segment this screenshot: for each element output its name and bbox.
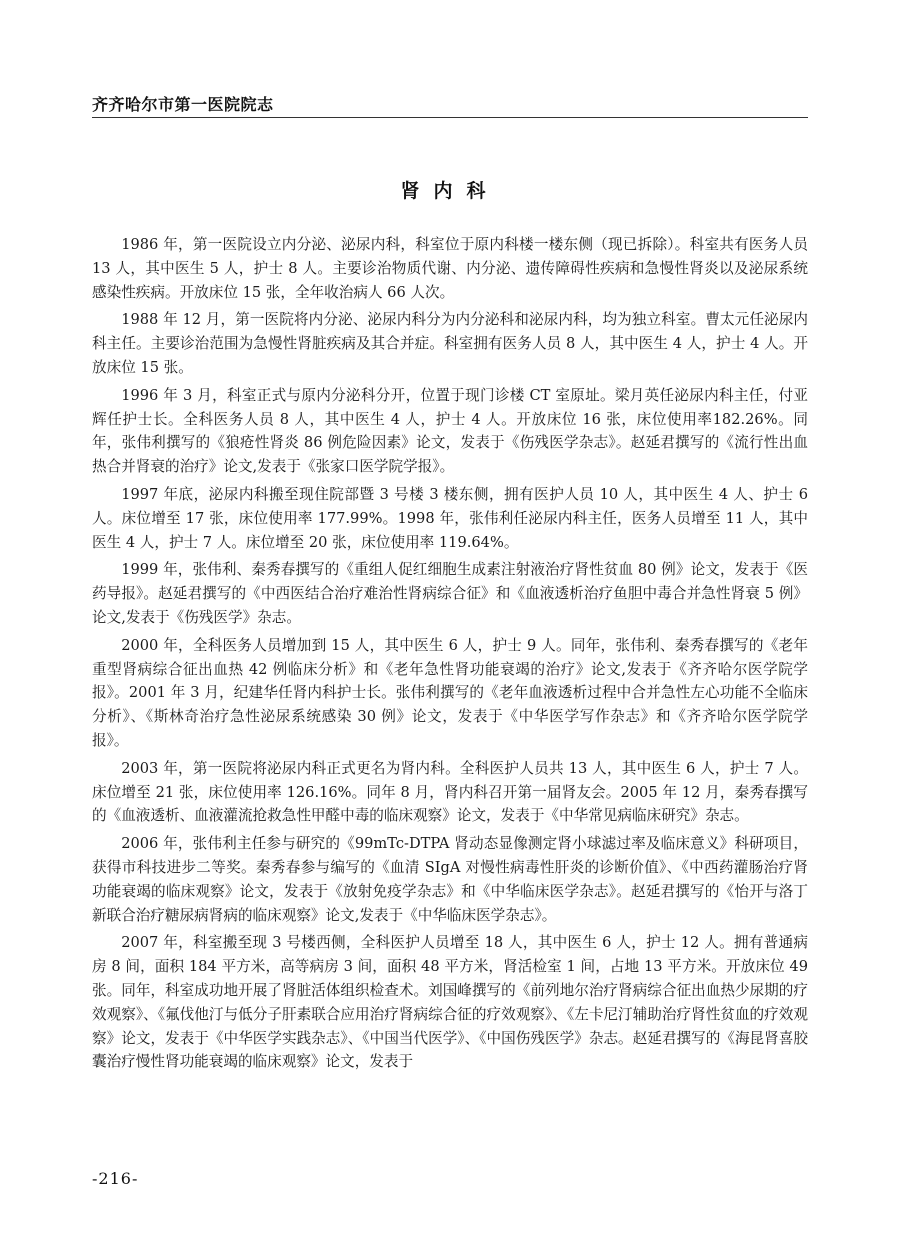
body-text (92, 233, 808, 1078)
paragraph: 2007 年，科室搬至现 3 号楼西侧，全科医护人员增至 18 人，其中医生 6 人，护士 12 人。拥有普通病房 8 间，面积 184 平方米，高等病房 3 间，面积 48 平方米，肾活检室 1 间，占地 13 平方米。开放床位 49 张。同年，科室成功地开展了肾脏活体组织检查术。刘国峰撰写的《前列地尔治疗肾病综合征出血热少尿期的疗效观察》、《氟伐他汀与低分子肝素联合应用治疗肾病综合征的疗效观察》、《左卡尼汀辅助治疗肾性贫血的疗效观察》论文，发表于《中华医学实践杂志》、《中国当代医学》、《中国伤残医学》杂志。赵延君撰写的《海昆肾喜胶囊治疗慢性肾功能衰竭的临床观察》论文，发表于 (92, 934, 808, 1071)
paragraph: 1997 年底，泌尿内科搬至现住院部暨 3 号楼 3 楼东侧，拥有医护人员 10 人，其中医生 4 人、护士 6 人。床位增至 17 张，床位使用率 177.99%。1998 年，张伟利任泌尿内科主任，医务人员增至 11 人，其中医生 4 人，护士 7 人。床位增至 20 张，床位使用率 119.64%。 (92, 485, 808, 551)
paragraph: 1996 年 3 月，科室正式与原内分泌科分开，位置于现门诊楼 CT 室原址。梁月英任泌尿内科主任，付亚辉任护士长。全科医务人员 8 人，其中医生 4 人，护士 4 人。开放床位 16 张，床位使用率182.26%。同年，张伟利撰写的《狼疮性肾炎 86 例危险因素》论文，发表于《伤残医学杂志》。赵延君撰写的《流行性出血热合并肾衰的治疗》论文,发表于《张家口医学院学报》。 (92, 386, 808, 476)
paragraph: 2003 年，第一医院将泌尿内科正式更名为肾内科。全科医护人员共 13 人，其中医生 6 人，护士 7 人。床位增至 21 张，床位使用率 126.16%。同年 8 月，肾内科召开第一届肾友会。2005 年 12 月，秦秀春撰写的《血液透析、血液灌流抢救急性甲醛中毒的临床观察》论文，发表于《中华常见病临床研究》杂志。 (92, 759, 808, 825)
running-header: 齐齐哈尔市第一医院院志 (92, 95, 274, 114)
header-divider (92, 117, 808, 118)
paragraph: 2006 年，张伟利主任参与研究的《99mTc-DTPA 肾动态显像测定肾小球滤过率及临床意义》科研项目，获得市科技进步二等奖。秦秀春参与编写的《血清 SIgA 对慢性病毒性肝炎的诊断价值》、《中西药灌肠治疗肾功能衰竭的临床观察》论文，发表于《放射免疫学杂志》和《中华临床医学杂志》。赵延君撰写的《怡开与洛丁新联合治疗糖尿病肾病的临床观察》论文,发表于《中华临床医学杂志》。 (92, 835, 808, 924)
paragraph: 2000 年，全科医务人员增加到 15 人，其中医生 6 人，护士 9 人。同年，张伟利、秦秀春撰写的《老年重型肾病综合征出血热 42 例临床分析》和《老年急性肾功能衰竭的治疗》论文,发表于《齐齐哈尔医学院学报》。2001 年 3 月，纪建华任肾内科护士长。张伟利撰写的《老年血液透析过程中合并急性左心功能不全临床分析》、《斯林奇治疗急性泌尿系统感染 30 例》论文，发表于《中华医学写作杂志》和《齐齐哈尔医学院学报》。 (92, 636, 808, 749)
section-title: 肾内科 (400, 180, 500, 202)
paragraph: 1999 年，张伟利、秦秀春撰写的《重组人促红细胞生成素注射液治疗肾性贫血 80 例》论文，发表于《医药导报》。赵延君撰写的《中西医结合治疗难治性肾病综合征》和《血液透析治疗鱼胆中毒合并急性肾衰 5 例》论文,发表于《伤残医学》杂志。 (92, 561, 808, 626)
paragraph: 1988 年 12 月，第一医院将内分泌、泌尿内科分为内分泌科和泌尿内科，均为独立科室。曹太元任泌尿内科主任。主要诊治范围为急慢性肾脏疾病及其合并症。科室拥有医务人员 8 人，其中医生 4 人，护士 4 人。开放床位 15 张。 (92, 311, 808, 376)
page-number: -216- (92, 1169, 139, 1188)
paragraph: 1986 年，第一医院设立内分泌、泌尿内科，科室位于原内科楼一楼东侧（现已拆除）。科室共有医务人员 13 人，其中医生 5 人，护士 8 人。主要诊治物质代谢、内分泌、遗传障碍性疾病和急慢性肾炎以及泌尿系统感染性疾病。开放床位 15 张，全年收治病人 66 人次。 (92, 236, 808, 301)
